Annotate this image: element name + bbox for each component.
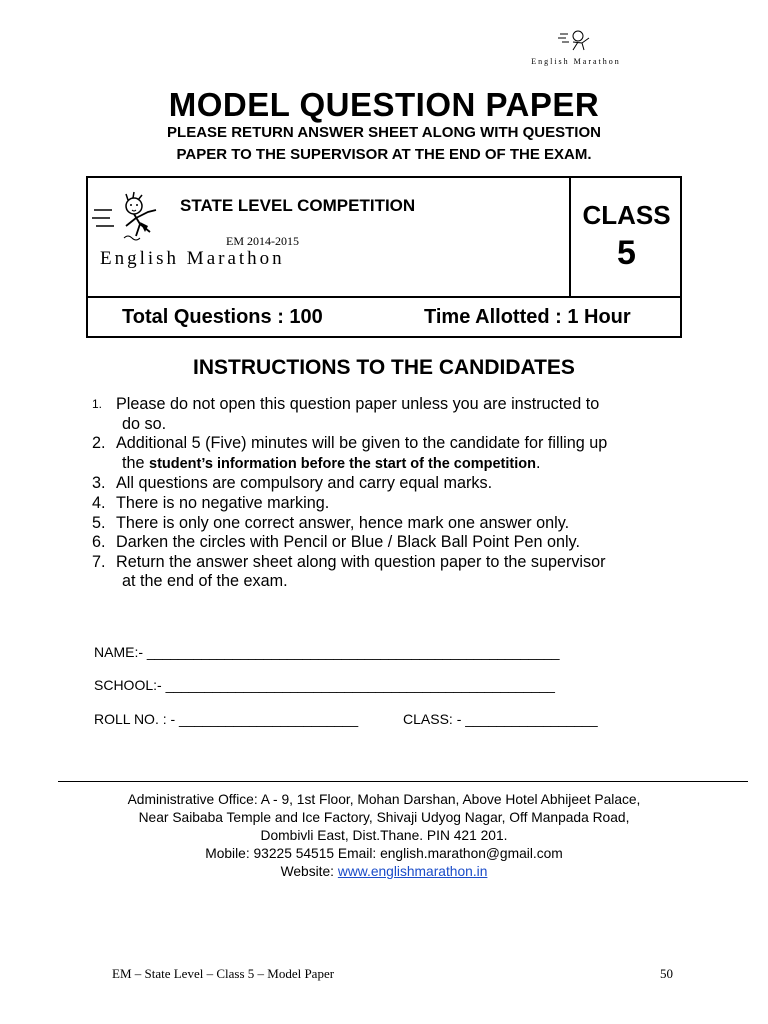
subtitle-line-1: PLEASE RETURN ANSWER SHEET ALONG WITH QUESTION [167, 124, 601, 141]
list-item [92, 474, 692, 494]
list-item [92, 494, 692, 514]
address-line: Administrative Office: A - 9, 1st Floor, Mohan Darshan, Above Hotel Abhijeet Palace, [127, 792, 641, 807]
class-field[interactable]: CLASS: - _________________ [403, 711, 598, 727]
list-number: 7. [92, 552, 106, 571]
class-label: CLASS [582, 200, 671, 230]
list-text: There is no negative marking. [116, 493, 330, 512]
list-text: Return the answer sheet along with question paper to the supervisor [116, 552, 606, 571]
address-line: Dombivli East, Dist.Thane. PIN 421 201. [260, 828, 508, 843]
list-text-bold: student’s information before the start of the competition [149, 455, 536, 472]
subtitle-line-2: PAPER TO THE SUPERVISOR AT THE END OF THE EXAM. [176, 146, 592, 163]
list-item [92, 533, 692, 553]
info-box [86, 176, 682, 338]
list-item [92, 395, 692, 415]
website-line [0, 863, 768, 881]
list-text-cont [92, 454, 692, 475]
list-number: 4. [92, 493, 106, 512]
website-link[interactable]: www.englishmarathon.in [337, 864, 488, 879]
list-text-prefix: the [122, 453, 150, 472]
contact-line: Mobile: 93225 54515 Email: english.marathon@gmail.com [205, 846, 563, 861]
list-number: 5. [92, 513, 106, 532]
list-number: 3. [92, 474, 106, 493]
footer-text: EM – State Level – Class 5 – Model Paper [112, 966, 335, 981]
list-text-cont: do so. [122, 414, 167, 433]
roll-number-field[interactable]: ROLL NO. : - _______________________ [94, 711, 359, 727]
website-label: Website: [280, 864, 338, 879]
list-number: 2. [92, 434, 106, 453]
edition-label: EM 2014-2015 [226, 234, 299, 248]
list-text: Additional 5 (Five) minutes will be given to the candidate for filling up [116, 434, 608, 453]
time-allotted: Time Allotted : 1 Hour [424, 306, 631, 328]
page-number: 50 [660, 966, 673, 981]
header-logo [526, 28, 626, 66]
list-text: There is only one correct answer, hence mark one answer only. [116, 513, 570, 532]
list-number: 1. [92, 397, 103, 411]
divider [58, 781, 748, 782]
list-item [92, 514, 692, 534]
brand-small: English Marathon [531, 57, 621, 66]
list-text-suffix: . [535, 453, 541, 472]
class-number: 5 [617, 234, 636, 272]
list-item [92, 553, 692, 573]
divider [88, 296, 680, 298]
list-text: Darken the circles with Pencil or Blue / Black Ball Point Pen only. [116, 533, 580, 552]
address-block [0, 791, 768, 881]
running-boy-icon [556, 28, 596, 52]
list-text-cont: at the end of the exam. [122, 572, 288, 591]
list-text: Please do not open this question paper unless you are instructed to [116, 395, 600, 413]
list-text: All questions are compulsory and carry equal marks. [116, 474, 493, 493]
list-item [92, 434, 692, 454]
list-number: 6. [92, 533, 106, 552]
running-boy-icon [90, 188, 170, 246]
brand-name: English Marathon [100, 248, 285, 269]
address-line: Near Saibaba Temple and Ice Factory, Shivaji Udyog Nagar, Off Manpada Road, [138, 810, 630, 825]
instructions-heading: INSTRUCTIONS TO THE CANDIDATES [193, 356, 575, 379]
page-title: MODEL QUESTION PAPER [168, 86, 600, 123]
school-field[interactable]: SCHOOL:- __________________________________________________ [94, 677, 555, 693]
name-field[interactable]: NAME:- _____________________________________________________ [94, 644, 560, 660]
total-questions: Total Questions : 100 [122, 306, 323, 328]
instructions-list [92, 395, 692, 592]
competition-label: STATE LEVEL COMPETITION [180, 196, 416, 215]
